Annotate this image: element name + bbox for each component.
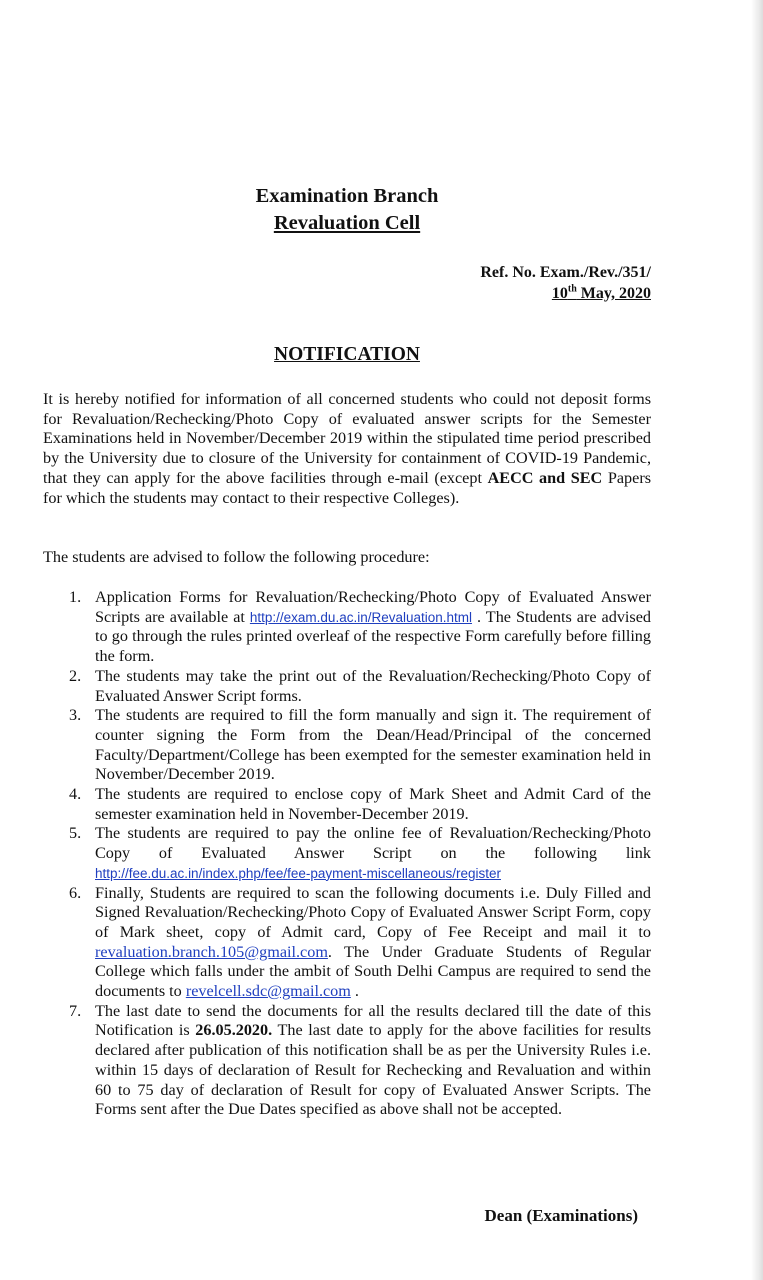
document-header [0, 183, 694, 237]
item-text: Finally, Students are required to scan the following documents i.e. Duly Filled and Signed Revaluation/Rechecking/Photo Copy of Evaluated Answer Script Form, copy of Mark sheet, copy of Admit card, Copy of Fee Receipt and mail it to [95, 883, 651, 941]
item-number: 6. [69, 883, 82, 902]
item-text-cont: The last date to apply for the above facilities for results declared after publication of this notification shall be as per the University Rules i.e. within 15 days of declaration of Result for Rechecking and Revaluation and within 60 to 75 day of declaration of Result for copy of Evaluated Answer Scripts. The Forms sent after the Due Dates specified as above shall not be accepted. [95, 1021, 652, 1119]
item-text: The students may take the print out of the Revaluation/Rechecking/Photo Copy of Evaluated Answer Script forms. [95, 666, 651, 705]
last-date: 26.05.2020. [195, 1021, 273, 1040]
page-edge-shadow [751, 0, 763, 1280]
item-text-end: . [350, 982, 359, 1001]
item-number: 3. [69, 706, 82, 725]
paragraph-text-2: Papers for which the students may contact to their respective Colleges). [43, 468, 652, 507]
procedure-item [43, 824, 651, 883]
procedure-item [43, 884, 651, 1002]
date-suffix: th [567, 283, 577, 295]
item-text: Application Forms for Revaluation/Rechecking/Photo Copy of Evaluated Answer Scripts are available at [95, 588, 651, 626]
item-number: 5. [69, 824, 82, 843]
fee-payment-link[interactable]: http://fee.du.ac.in/index.php/fee/fee-payment-miscellaneous/register [95, 865, 501, 881]
procedure-item [43, 785, 651, 824]
reference-block [480, 262, 651, 304]
procedure-intro: The students are advised to follow the following procedure: [43, 548, 430, 566]
item-text: The last date to send the documents for all the results declared till the date of this Notification is [95, 1001, 651, 1040]
item-text-cont: . The Under Graduate Students of Regular College which falls under the ambit of South Delhi Campus are required to send the documents to [95, 942, 651, 1001]
procedure-item [43, 1002, 651, 1120]
intro-paragraph [43, 390, 651, 508]
revaluation-form-link[interactable]: http://exam.du.ac.in/Revaluation.html [249, 609, 473, 625]
paragraph-text-1: It is hereby notified for information of all concerned students who could not deposit forms for Revaluation/Rechecking/Photo Copy of evaluated answer scripts for the Semester Examinations held in November/December 2019 within the stipulated time period prescribed by the University due to closure of the University for containment of COVID-19 Pandemic, that they can apply for the above facilities through e-mail (except [43, 390, 651, 487]
item-text: The students are required to enclose copy of Mark Sheet and Admit Card of the semester examination held in November-December 2019. [95, 785, 651, 823]
reference-date [480, 283, 651, 304]
procedure-item [43, 588, 651, 667]
procedure-list [43, 588, 651, 1120]
revaluation-email-link[interactable]: revaluation.branch.105@gmail.com [95, 942, 328, 961]
procedure-item [43, 706, 651, 785]
notification-title: NOTIFICATION [274, 344, 420, 365]
item-text: The students are required to fill the form manually and sign it. The requirement of counter signing the Form from the Dean/Head/Principal of the concerned Faculty/Department/College has been exempted for the semester examination held in November/December 2019. [95, 706, 651, 784]
date-rest: May, 2020 [576, 285, 651, 302]
procedure-item [43, 667, 651, 706]
item-number: 7. [69, 1001, 82, 1020]
item-number: 1. [69, 588, 82, 606]
paragraph-bold: AECC and SEC [487, 468, 603, 487]
item-number: 2. [69, 666, 82, 685]
item-number: 4. [69, 785, 82, 804]
signature: Dean (Examinations) [484, 1206, 638, 1225]
item-text: The students are required to pay the online fee of Revaluation/Rechecking/Photo Copy of Evaluated Answer Script on the following link [95, 824, 651, 863]
reference-number: Ref. No. Exam./Rev./351/ [480, 264, 651, 281]
item-text-cont: . The Students are advised to go through the rules printed overleaf of the respective Form carefully before filling the form. [95, 607, 651, 666]
cell-title: Revaluation Cell [273, 212, 421, 234]
sdc-email-link[interactable]: revelcell.sdc@gmail.com [185, 982, 351, 1001]
branch-title: Examination Branch [255, 185, 439, 207]
date-day: 10 [551, 285, 568, 302]
